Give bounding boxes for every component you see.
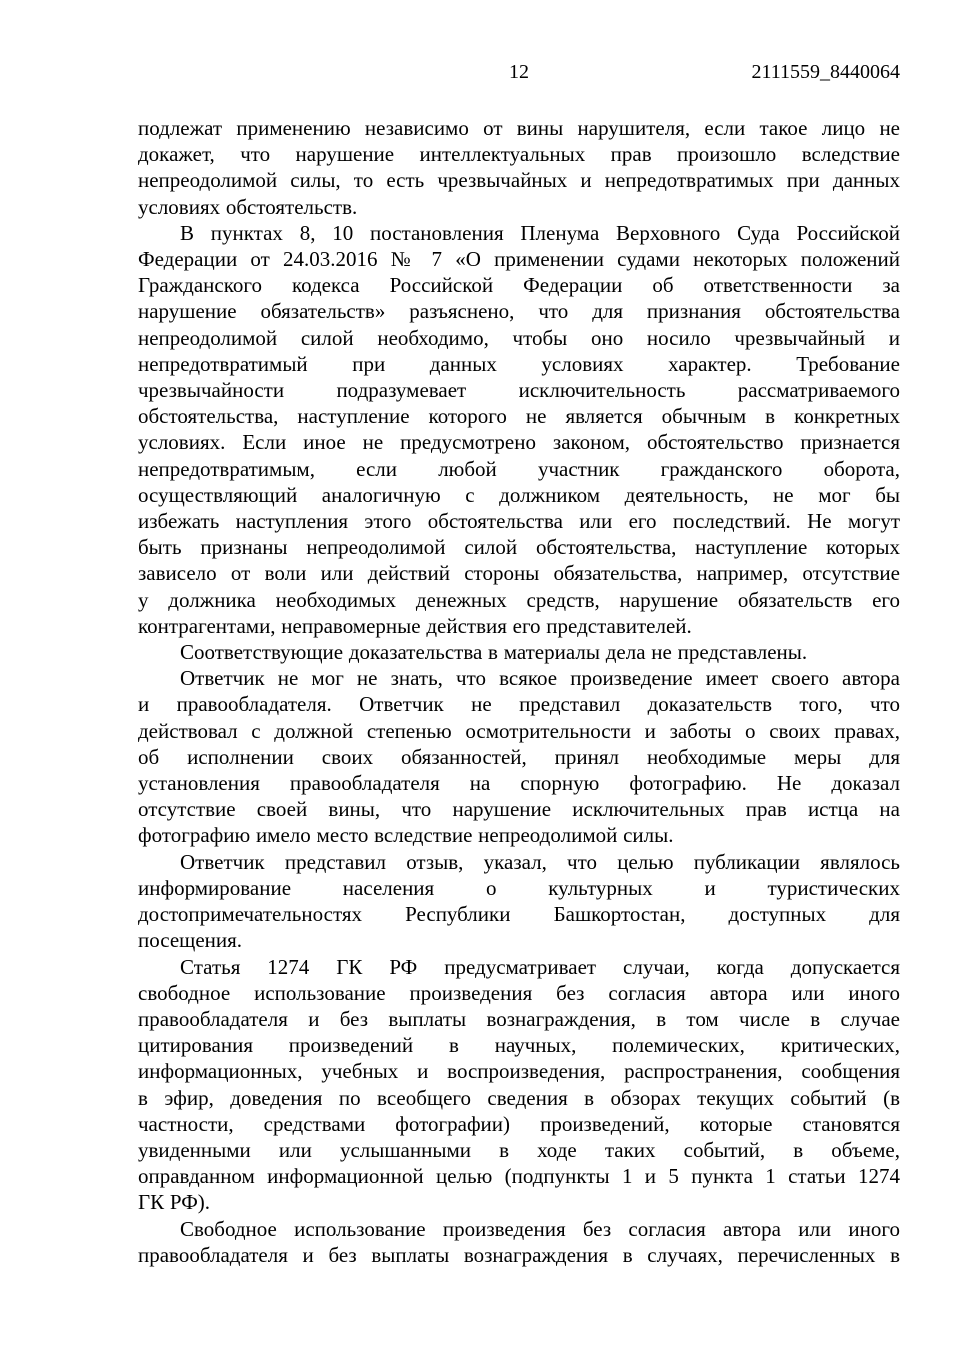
text-line: Соответствующие доказательства в материалы дела не представлены. — [180, 640, 808, 665]
text-line: Свободное использование произведения без согласия автора или иного — [180, 1216, 900, 1241]
text-line: Гражданского кодекса Российской Федерации об ответственности за — [138, 273, 900, 298]
text-line: у должника необходимых денежных средств, нарушение обязательств его — [138, 587, 900, 612]
text-line: посещения. — [138, 928, 243, 953]
text-line: Ответчик не мог не знать, что всякое произведение имеет своего автора — [180, 666, 900, 691]
text-line: достопримечательностях Республики Башкортостан, доступных для — [138, 902, 900, 927]
text-line: осуществляющий аналогичную с должником деятельность, не мог бы — [138, 482, 900, 507]
text-line: чрезвычайности подразумевает исключительность рассматриваемого — [138, 378, 900, 403]
document-id: 2111559_8440064 — [751, 61, 900, 83]
text-line: избежать наступления этого обстоятельства или его последствий. Не могут — [138, 509, 900, 534]
text-line: установления правообладателя на спорную фотографию. Не доказал — [138, 771, 900, 796]
text-line: цитирования произведений в научных, полемических, критических, — [138, 1033, 900, 1058]
text-line: условиях обстоятельств. — [138, 194, 358, 219]
text-line: правообладателя и без выплаты вознаграждения в случаях, перечисленных в — [138, 1242, 900, 1267]
text-line: нарушение обязательств» разъяснено, что для признания обстоятельства — [138, 299, 900, 324]
document-body — [138, 115, 900, 1268]
text-line: и правообладателя. Ответчик не представил доказательств того, что — [138, 692, 900, 717]
text-line: быть признаны непреодолимой силой обстоятельства, наступление которых — [138, 535, 900, 560]
text-line: в эфир, доведения по всеобщего сведения в обзорах текущих событий (в — [138, 1085, 900, 1110]
text-line: Статья 1274 ГК РФ предусматривает случаи, когда допускается — [180, 954, 900, 979]
text-line: информирование населения о культурных и туристических — [138, 875, 900, 900]
text-line: непредотвратимый при данных условиях характер. Требование — [138, 351, 900, 376]
text-line: непреодолимой силой необходимо, чтобы оно носило чрезвычайный и — [138, 325, 900, 350]
text-line: фотографию имело место вследствие непреодолимой силы. — [138, 823, 674, 848]
text-line: непредотвратимым, если любой участник гражданского оборота, — [138, 456, 900, 481]
text-line: частности, средствами фотографии) произведений, которые становятся — [138, 1111, 900, 1136]
text-line: об исполнении своих обязанностей, принял необходимые меры для — [138, 744, 900, 769]
page-header — [138, 60, 900, 86]
text-line: контрагентами, неправомерные действия его представителей. — [138, 613, 692, 638]
text-line: оправданном информационной целью (подпункты 1 и 5 пункта 1 статьи 1274 — [138, 1164, 900, 1189]
text-line: правообладателя и без выплаты вознаграждения, в том числе в случае — [138, 1006, 900, 1031]
text-line: В пунктах 8, 10 постановления Пленума Верховного Суда Российской — [180, 220, 900, 245]
text-line: Ответчик представил отзыв, указал, что целью публикации являлось — [180, 849, 900, 874]
text-line: свободное использование произведения без согласия автора или иного — [138, 980, 900, 1005]
text-line: действовал с должной степенью осмотрительности и заботы о своих правах, — [138, 718, 900, 743]
text-line: условиях. Если иное не предусмотрено законом, обстоятельство признается — [138, 430, 900, 455]
text-line: докажет, что нарушение интеллектуальных прав произошло вследствие — [138, 142, 900, 167]
text-line: Федерации от 24.03.2016 № 7 «О применении судами некоторых положений — [138, 247, 900, 272]
text-line: отсутствие своей вины, что нарушение исключительных прав истца на — [138, 797, 900, 822]
text-line: подлежат применению независимо от вины нарушителя, если такое лицо не — [138, 116, 900, 140]
page-number: 12 — [509, 61, 529, 83]
text-line: непреодолимой силы, то есть чрезвычайных и непредотвратимых при данных — [138, 168, 900, 193]
text-line: обстоятельства, наступление которого не является обычным в конкретных — [138, 404, 900, 429]
text-line: увиденными или услышанными в ходе таких событий, в объеме, — [138, 1137, 900, 1162]
text-line: зависело от воли или действий стороны обязательства, например, отсутствие — [138, 561, 900, 586]
text-line: ГК РФ). — [138, 1190, 211, 1215]
text-line: информационных, учебных и воспроизведения, распространения, сообщения — [138, 1059, 900, 1084]
